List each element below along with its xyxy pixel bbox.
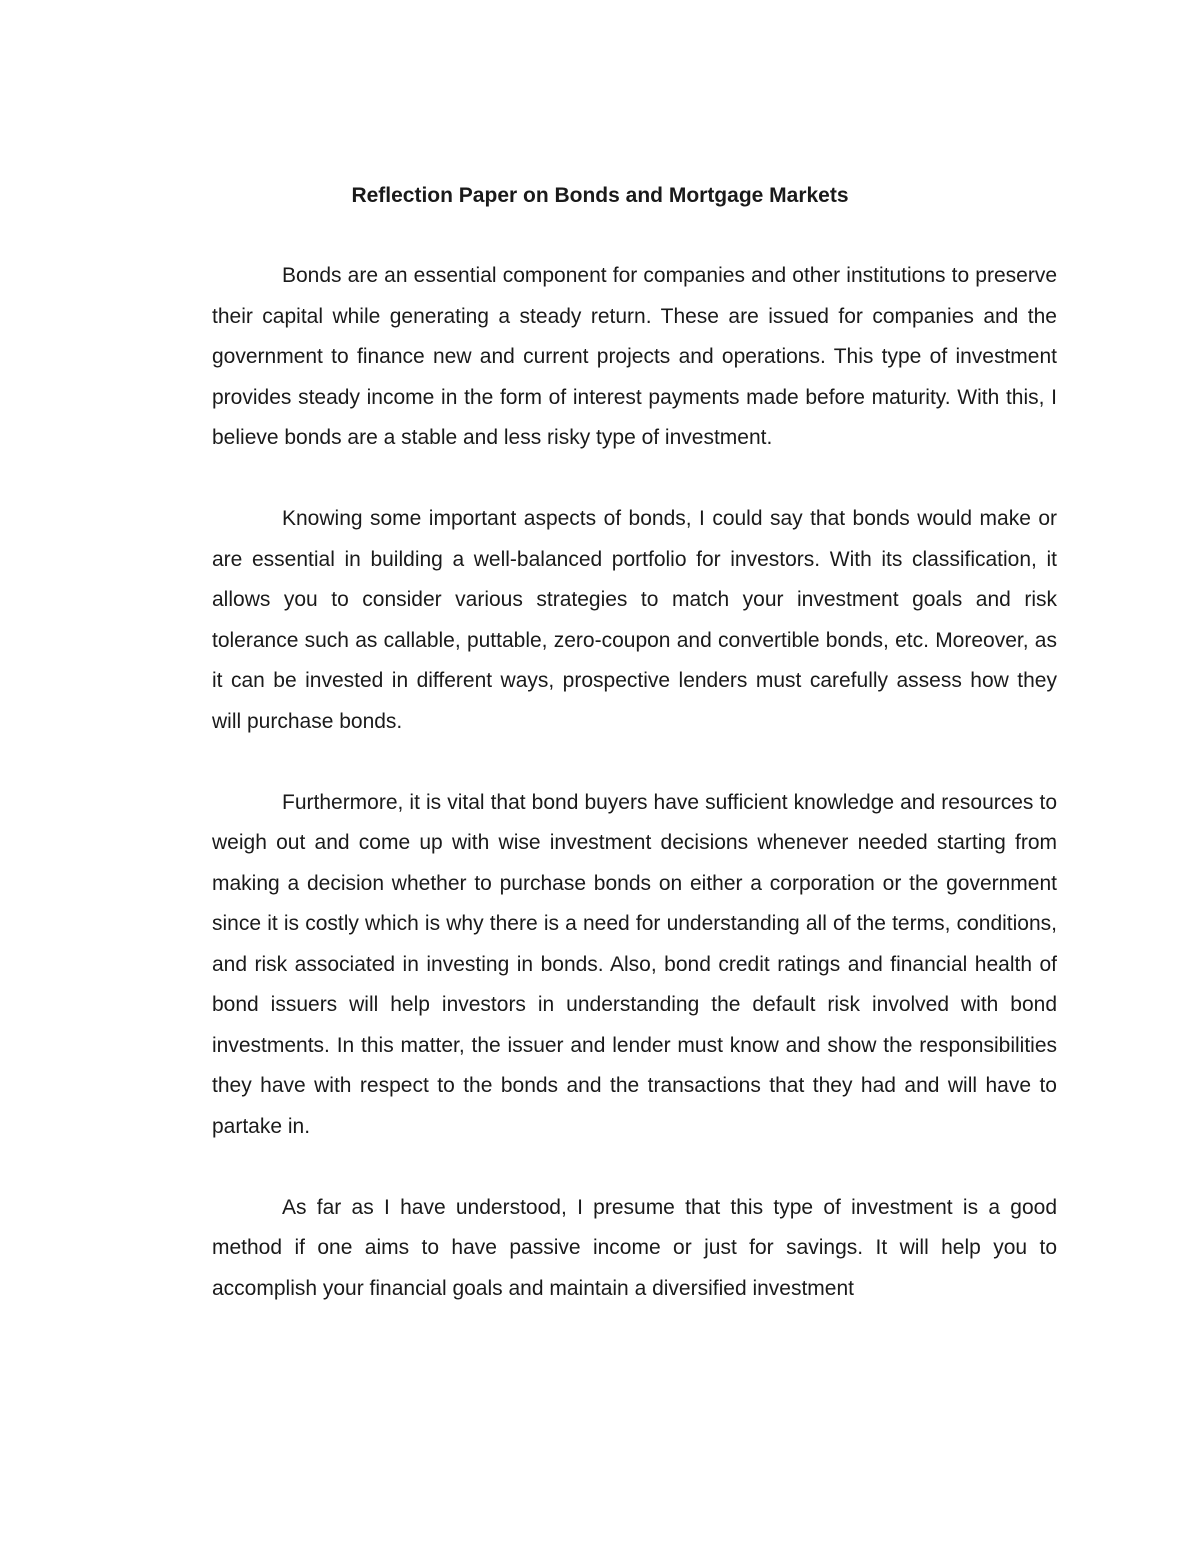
- document-body: [212, 256, 1057, 1350]
- paragraph-2: Knowing some important aspects of bonds, I could say that bonds would make or are essential in building a well-balanced portfolio for investors. With its classification, it allows you to consider various strategies to match your investment goals and risk tolerance such as callable, puttable, zero-coupon and convertible bonds, etc. Moreover, as it can be invested in different ways, prospective lenders must carefully assess how they will purchase bonds.: [212, 507, 1057, 733]
- paragraph-4: As far as I have understood, I presume that this type of investment is a good method if one aims to have passive income or just for savings. It will help you to accomplish your financial goals and maintain a diversified investment: [212, 1195, 1057, 1300]
- document-title: Reflection Paper on Bonds and Mortgage Markets: [351, 184, 849, 207]
- paragraph-1: Bonds are an essential component for companies and other institutions to preserve their capital while generating a steady return. These are issued for companies and the government to finance new and current projects and operations. This type of investment provides steady income in the form of interest payments made before maturity. With this, I believe bonds are a stable and less risky type of investment.: [212, 264, 1057, 449]
- paragraph-3: Furthermore, it is vital that bond buyers have sufficient knowledge and resources to weigh out and come up with wise investment decisions whenever needed starting from making a decision whether to purchase bonds on either a corporation or the government since it is costly which is why there is a need for understanding all of the terms, conditions, and risk associated in investing in bonds. Also, bond credit ratings and financial health of bond issuers will help investors in understanding the default risk involved with bond investments. In this matter, the issuer and lender must know and show the responsibilities they have with respect to the bonds and the transactions that they had and will have to partake in.: [212, 790, 1057, 1138]
